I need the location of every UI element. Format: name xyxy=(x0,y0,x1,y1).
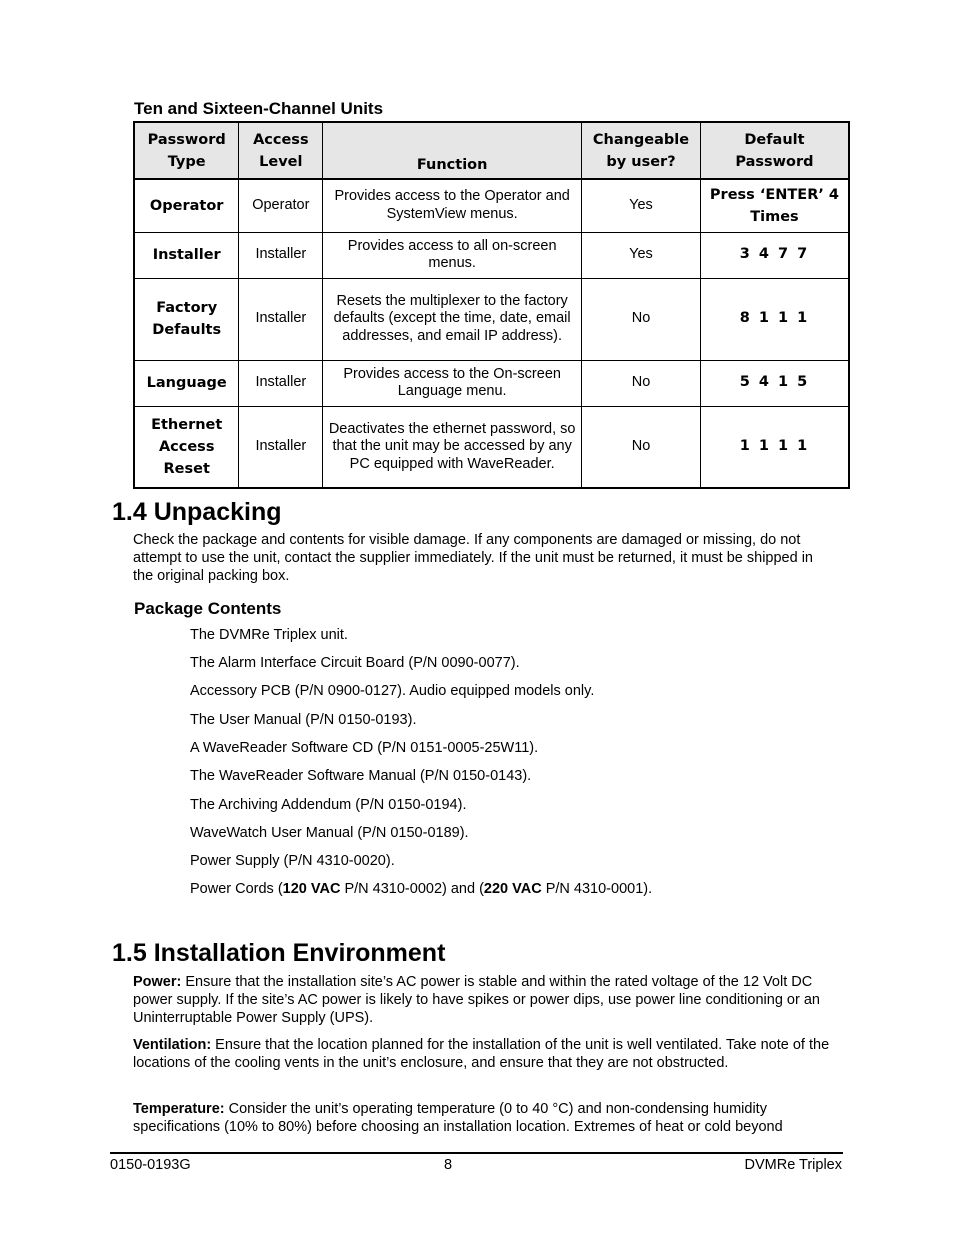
list-item: Power Supply (P/N 4310-0020). xyxy=(190,853,395,869)
password-table xyxy=(133,121,850,489)
cell-access: Installer xyxy=(239,360,323,406)
power-cords-suffix: P/N 4310-0001). xyxy=(541,881,653,897)
temperature-paragraph xyxy=(133,1100,833,1136)
cell-password: 5 4 1 5 xyxy=(700,360,849,406)
header-default-password: Default Password xyxy=(700,122,849,179)
cell-changeable: No xyxy=(582,278,701,360)
power-text: Ensure that the installation site’s AC power is stable and within the rated voltage of the 12 Volt DC power supply. If the site’s AC power is likely to have spikes or power dips, use power line conditioning or an Uninterruptable Power Supply (UPS). xyxy=(133,974,820,1026)
cell-function: Provides access to the On-screen Language menu. xyxy=(323,360,582,406)
cell-type: Installer xyxy=(134,232,239,278)
cell-type: Ethernet Access Reset xyxy=(134,406,239,488)
unpacking-intro: Check the package and contents for visible damage. If any components are damaged or missing, do not attempt to use the unit, contact the supplier immediately. If the unit must be returned, it must be shipped in the original packing box. xyxy=(133,532,813,584)
cell-function: Resets the multiplexer to the factory defaults (except the time, date, email addresses, and email IP address). xyxy=(323,278,582,360)
section-heading-installation-environment: 1.5 Installation Environment xyxy=(112,939,446,967)
footer-page-number: 8 xyxy=(444,1157,453,1173)
ventilation-label: Ventilation: xyxy=(133,1037,212,1053)
cell-changeable: No xyxy=(582,406,701,488)
cell-type: Language xyxy=(134,360,239,406)
cell-access: Installer xyxy=(239,232,323,278)
list-item: The DVMRe Triplex unit. xyxy=(190,627,348,643)
cell-type: Factory Defaults xyxy=(134,278,239,360)
table-header-row xyxy=(134,122,849,179)
table-row xyxy=(134,278,849,360)
package-contents-heading: Package Contents xyxy=(134,599,282,618)
list-item: The User Manual (P/N 0150-0193). xyxy=(190,712,417,728)
ventilation-text: Ensure that the location planned for the installation of the unit is well ventilated. Take note of the locations of the cooling vents in the unit’s enclosure, and ensure that they are not obstructed. xyxy=(133,1037,830,1071)
cell-password: 8 1 1 1 xyxy=(700,278,849,360)
list-item: The WaveReader Software Manual (P/N 0150-0143). xyxy=(190,768,532,784)
cell-access: Installer xyxy=(239,278,323,360)
footer-product: DVMRe Triplex xyxy=(744,1157,842,1173)
power-paragraph xyxy=(133,973,833,1027)
table-row xyxy=(134,406,849,488)
temperature-label: Temperature: xyxy=(133,1101,225,1117)
list-item: Accessory PCB (P/N 0900-0127). Audio equipped models only. xyxy=(190,683,595,699)
power-cords-120vac: 120 VAC xyxy=(282,881,341,897)
cell-changeable: Yes xyxy=(582,232,701,278)
cell-type: Operator xyxy=(134,179,239,232)
header-changeable: Changeable by user? xyxy=(582,122,701,179)
table-row xyxy=(134,232,849,278)
cell-password: 3 4 7 7 xyxy=(700,232,849,278)
footer-rule xyxy=(110,1152,843,1154)
table-title: Ten and Sixteen-Channel Units xyxy=(134,99,384,118)
cell-access: Installer xyxy=(239,406,323,488)
cell-function: Provides access to all on-screen menus. xyxy=(323,232,582,278)
cell-password: Press ‘ENTER’ 4 Times xyxy=(700,179,849,232)
ventilation-paragraph xyxy=(133,1036,833,1072)
cell-function: Deactivates the ethernet password, so that the unit may be accessed by any PC equipped with WaveReader. xyxy=(323,406,582,488)
footer-doc-number: 0150-0193G xyxy=(110,1157,191,1173)
table-row xyxy=(134,179,849,232)
table-row xyxy=(134,360,849,406)
power-label: Power: xyxy=(133,974,182,990)
list-item: WaveWatch User Manual (P/N 0150-0189). xyxy=(190,825,469,841)
header-function: Function xyxy=(323,122,582,179)
list-item: A WaveReader Software CD (P/N 0151-0005-25W11). xyxy=(190,740,539,756)
cell-changeable: Yes xyxy=(582,179,701,232)
cell-changeable: No xyxy=(582,360,701,406)
temperature-text: Consider the unit’s operating temperature (0 to 40 °C) and non-condensing humidity specifications (10% to 80%) before choosing an installation location. Extremes of heat or cold beyond xyxy=(133,1101,783,1135)
section-heading-unpacking: 1.4 Unpacking xyxy=(112,498,282,526)
list-item: The Alarm Interface Circuit Board (P/N 0090-0077). xyxy=(190,655,520,671)
power-cords-prefix: Power Cords ( xyxy=(190,881,283,897)
list-item: The Archiving Addendum (P/N 0150-0194). xyxy=(190,797,467,813)
cell-function: Provides access to the Operator and SystemView menus. xyxy=(323,179,582,232)
header-password-type: Password Type xyxy=(134,122,239,179)
cell-password: 1 1 1 1 xyxy=(700,406,849,488)
header-access-level: Access Level xyxy=(239,122,323,179)
power-cords-mid: P/N 4310-0002) and ( xyxy=(340,881,484,897)
cell-access: Operator xyxy=(239,179,323,232)
list-item-power-cords xyxy=(190,880,652,898)
power-cords-220vac: 220 VAC xyxy=(483,881,542,897)
